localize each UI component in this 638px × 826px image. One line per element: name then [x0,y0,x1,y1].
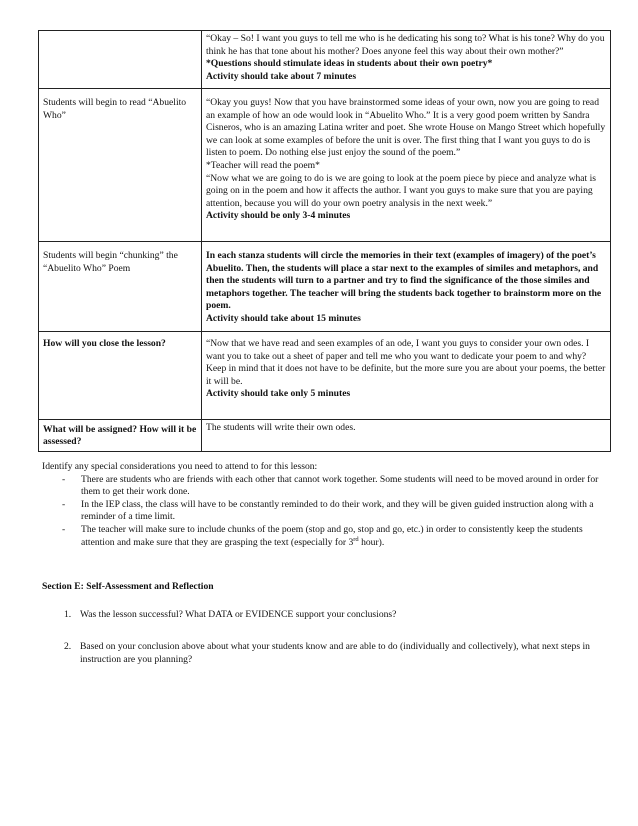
assignment-label: What will be assigned? How will it be assessed? [43,423,197,448]
special-considerations [42,461,602,549]
consideration-3-tail: hour). [358,536,385,548]
row2-paragraph-1: “Okay you guys! Now that you have brainstormed some ideas of your own, now you are going to read an example of how an ode would look in “Abuelito Who.” It is a very good poem written by Sandra Cisneros, who is an amazing Latina writer and poet. She wrote House on Mango Street which hopefully we can look at some examples of before the unit is over. The first thing that I want you guys to do is listen to poem. Do nothing else just enjoy the sound of the poem.” [206,97,606,159]
question-1-number: 1. [64,608,72,620]
row2-right-cell [202,89,611,242]
table-row [39,242,611,332]
considerations-list [42,474,602,550]
section-e [42,581,602,666]
row1-left-cell [39,31,202,89]
row4-activity-time: Activity should take only 5 minutes [206,388,351,400]
row3-right-cell [202,242,611,332]
ordinal-superscript: rd [353,535,359,543]
row3-left-cell [39,242,202,332]
assignment-text: The students will write their own odes. [206,422,356,433]
list-item: - There are students who are friends with each other that cannot work together. Some students will need to be moved around in order for them to get their work done. [62,473,599,498]
row4-paragraph-1: “Now that we have read and seen examples of an ode, I want you guys to consider your own odes. I want you to take out a sheet of paper and tell me who you want to dedicate your poem to and why? Keep in mind that it does not have to be definite, but the more sure you are about your poems, the better it will be. [206,338,606,387]
table-row [39,420,611,452]
row2-left-cell [39,89,202,242]
lesson-plan-table [38,30,611,452]
row4-right-cell [202,332,611,420]
row1-note: *Questions should stimulate ideas in students about their own poetry* [206,58,493,70]
list-item: - The teacher will make sure to include chunks of the poem (stop and go, stop and go, etc.) in order to consistently keep the students attention and make sure that they are grasping the text (especially for 3rd hour). [62,523,583,548]
table-row [39,89,611,242]
row3-step-label: Students will begin “chunking” the “Abuelito Who” Poem [43,250,178,274]
close-lesson-label: How will you close the lesson? [43,338,166,349]
row2-paragraph-3: “Now what we are going to do is we are going to look at the poem piece by piece and analyze what is going on in the poem and how it affects the author. I want you guys to make sure that you are paying attention, because you will do your own poetry analysis in the next week.” [206,172,597,209]
table-row [39,332,611,420]
section-e-title: Section E: Self-Assessment and Reflection [42,581,214,592]
list-item: - In the IEP class, the class will have to be constantly reminded to do their work, and they will be given guided instruction along with a reminder of a time limit. [62,498,594,523]
row2-activity-time: Activity should be only 3-4 minutes [206,210,351,222]
row2-step-label: Students will begin to read “Abuelito Who” [43,97,187,121]
considerations-intro: Identify any special considerations you need to attend to for this lesson: [42,461,318,472]
consideration-2: In the IEP class, the class will have to be constantly reminded to do their work, and they will be given guided instruction along with a reminder of a time limit. [81,498,594,523]
row5-right-cell [202,420,611,452]
question-2-number: 2. [64,641,72,653]
row5-left-cell [39,420,202,452]
consideration-3: The teacher will make sure to include chunks of the poem (stop and go, stop and go, etc.) in order to consistently keep the students attention and make sure that they are grasping the text (especially for 3 [81,523,583,548]
consideration-1: There are students who are friends with each other that cannot work together. Some students will need to be moved around in order for them to get their work done. [81,473,599,498]
row3-paragraph-1: In each stanza students will circle the memories in their text (examples of imagery) of the poet’s Abuelito. Then, the students will place a star next to the examples of similes and metaphors, and then the students will turn to a partner and try to find the significance of the those similes and metaphors together. The teacher will bring the students back together to brainstorm more on the poem. [206,250,602,312]
question-1: Was the lesson successful? What DATA or EVIDENCE support your conclusions? [80,608,397,620]
row3-activity-time: Activity should take about 15 minutes [206,312,361,324]
question-2: Based on your conclusion above about what your students know and are able to do (individually and collectively), what next steps in instruction are you planning? [80,641,590,665]
row4-left-cell [39,332,202,420]
row1-quote: “Okay – So! I want you guys to tell me who is he dedicating his song to? What is his tone? Why do you think he has that tone about his mother? Does anyone feel this way about their own mother?” [206,33,605,57]
row1-right-cell [202,31,611,89]
table-row [39,31,611,89]
list-item [42,609,602,622]
row2-paragraph-2: *Teacher will read the poem* [206,159,320,171]
row1-activity-time: Activity should take about 7 minutes [206,70,357,82]
reflection-questions [42,609,602,667]
list-item [42,641,602,666]
